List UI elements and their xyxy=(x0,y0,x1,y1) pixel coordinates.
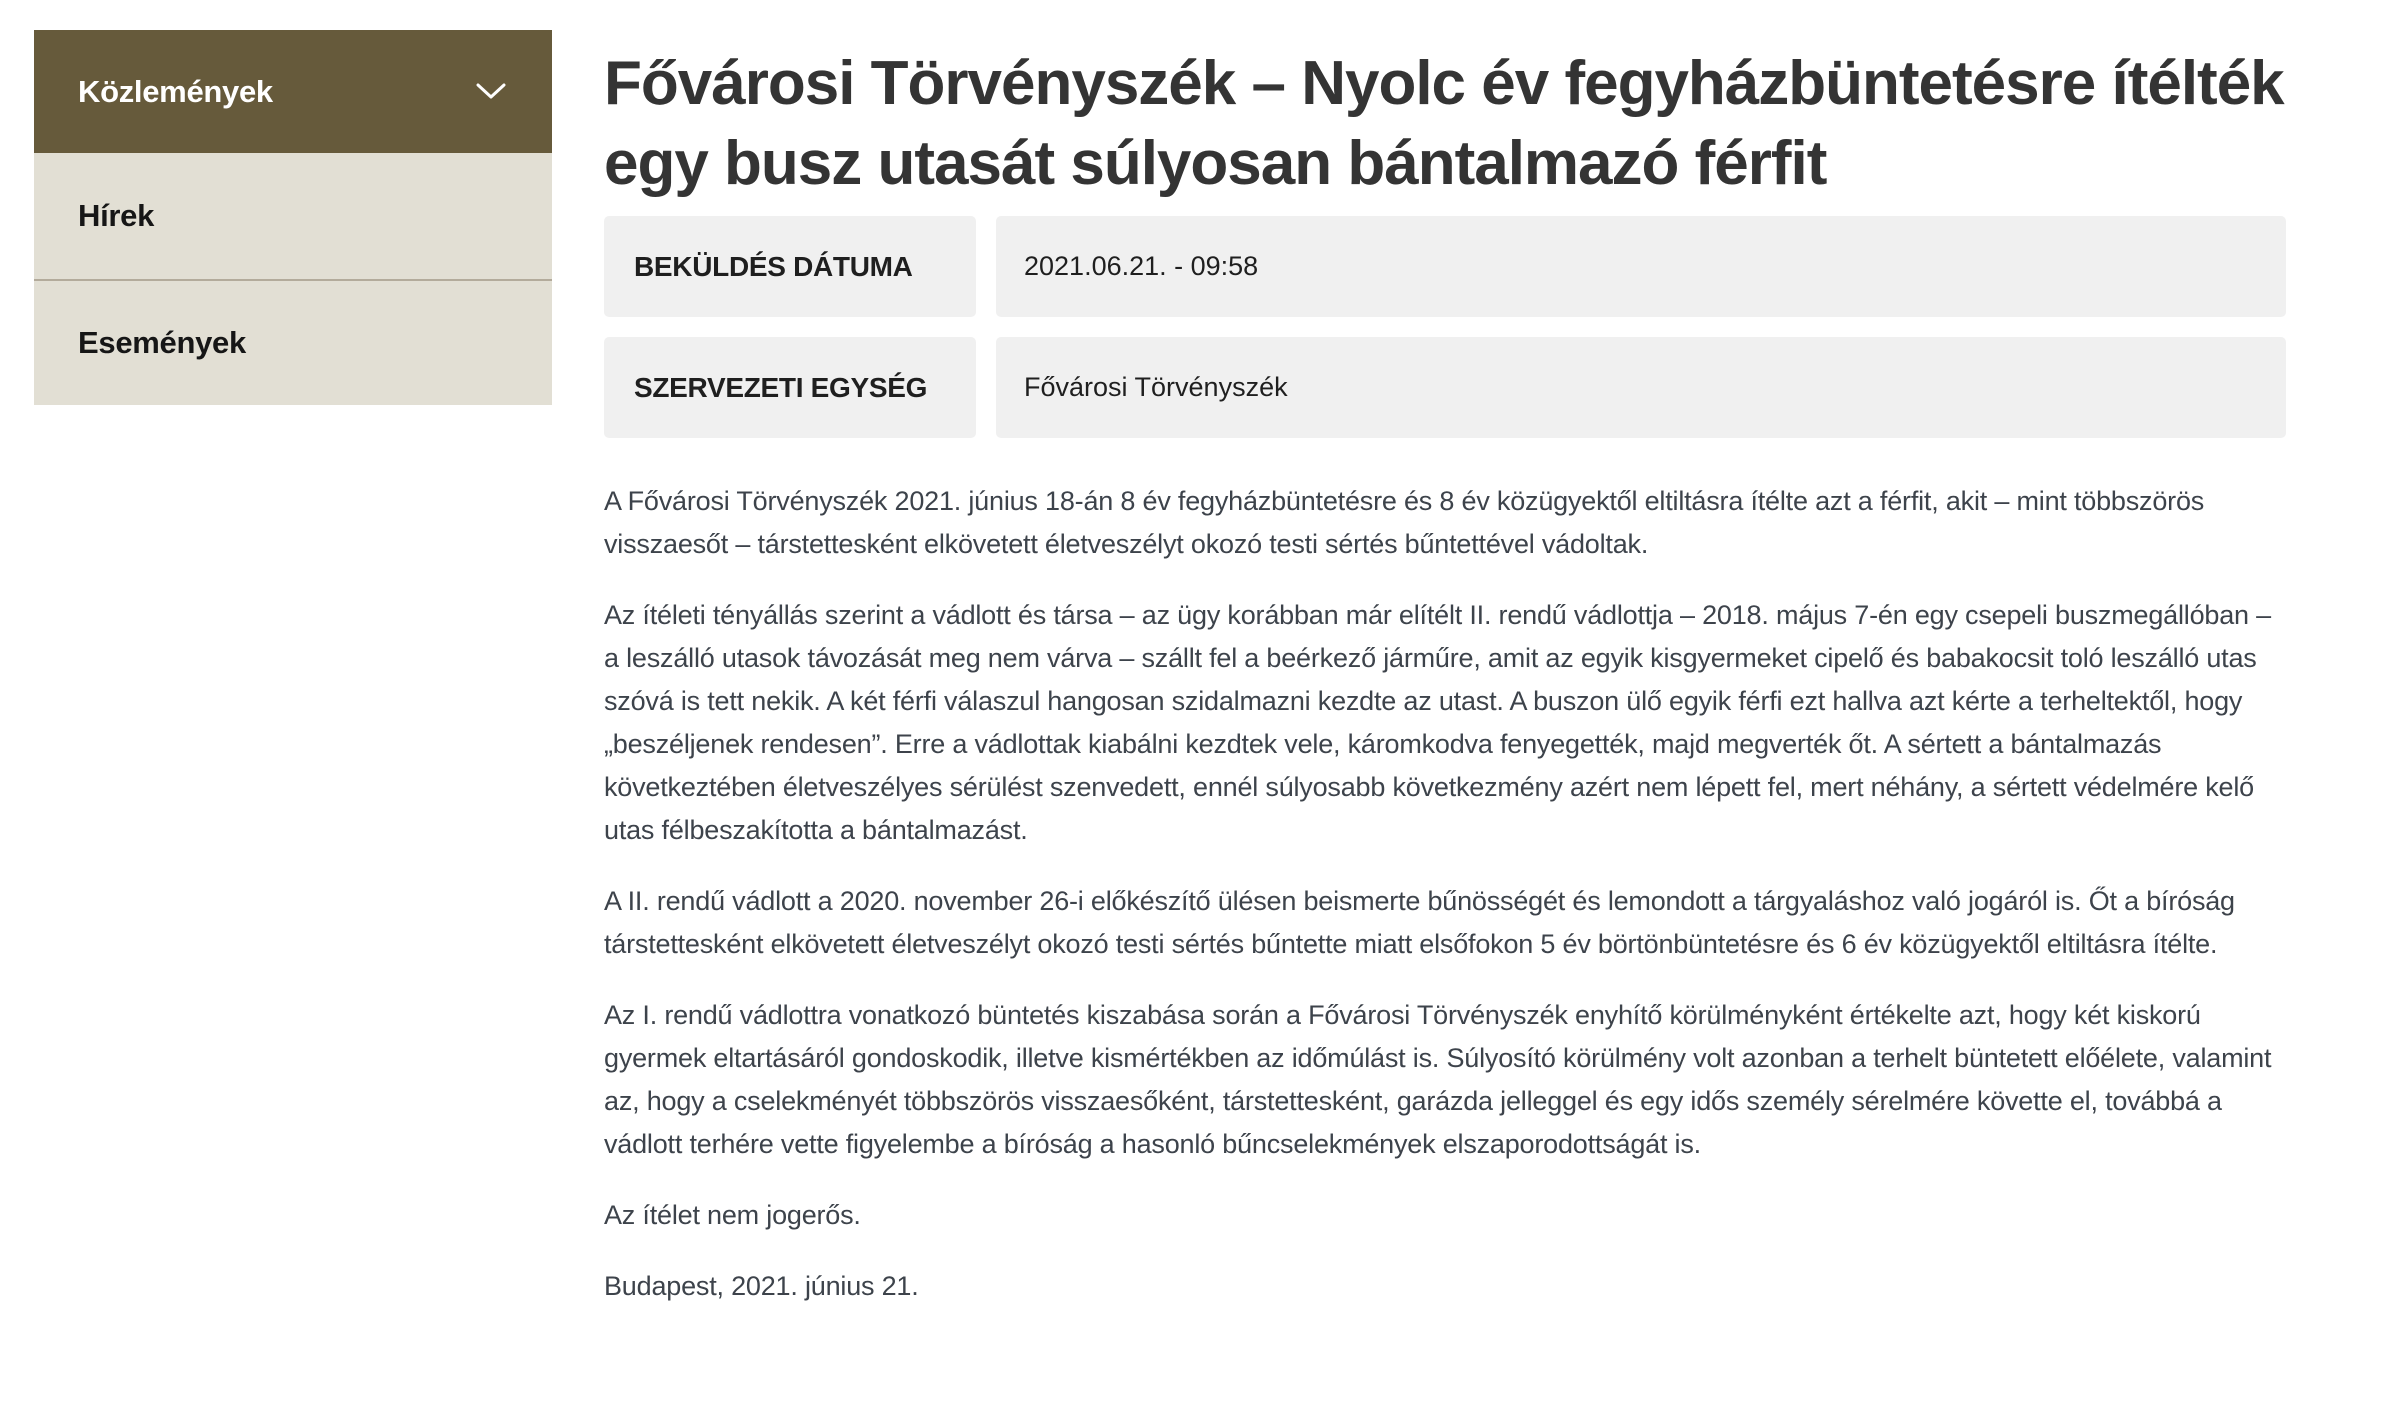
paragraph-3: A II. rendű vádlott a 2020. november 26-i előkészítő ülésen beismerte bűnösségét és lemondott a tárgyaláshoz való jogáról is. Őt a bíróság társtettesként elkövetett életveszélyt okozó testi sértés bűntette miatt elsőfokon 5 év börtönbüntetésre és 6 év közügyektől eltiltásra ítélte. xyxy=(604,886,2235,959)
sidebar-item-esemenyek[interactable] xyxy=(34,279,552,405)
sidebar xyxy=(34,30,552,405)
meta-label-submission-date: BEKÜLDÉS DÁTUMA xyxy=(604,216,976,317)
paragraph-dateline: Budapest, 2021. június 21. xyxy=(604,1271,919,1301)
article xyxy=(604,0,2286,1336)
paragraph-verdict-status: Az ítélet nem jogerős. xyxy=(604,1200,861,1230)
meta-value-submission-date: 2021.06.21. - 09:58 xyxy=(996,216,2286,317)
paragraph-2: Az ítéleti tényállás szerint a vádlott és társa – az ügy korábban már elítélt II. rendű vádlottja – 2018. május 7-én egy csepeli buszmegállóban – a leszálló utasok távozását meg nem várva – szállt fel a beérkező járműre, amit az egyik kisgyermeket cipelő és babakocsit toló leszálló utas szóvá is tett nekik. A két férfi válaszul hangosan szidalmazni kezdte az utast. A buszon ülő egyik férfi ezt hallva azt kérte a terheltektől, hogy „beszéljenek rendesen”. Erre a vádlottak kiabálni kezdtek vele, káromkodva fenyegették, majd megverték őt. A sértett a bántalmazás következtében életveszélyes sérülést szenvedett, ennél súlyosabb következmény azért nem lépett fel, mert néhány, a sértett védelmére kelő utas félbeszakította a bántalmazást. xyxy=(604,600,2271,845)
sidebar-item-hirek[interactable] xyxy=(34,153,552,279)
article-body xyxy=(604,480,2286,1308)
meta-value-organizational-unit: Fővárosi Törvényszék xyxy=(996,337,2286,438)
paragraph-4: Az I. rendű vádlottra vonatkozó büntetés kiszabása során a Fővárosi Törvényszék enyhítő körülményként értékelte azt, hogy két kiskorú gyermek eltartásáról gondoskodik, illetve kismértékben az időmúlást is. Súlyosító körülmény volt azonban a terhelt büntetett előélete, valamint az, hogy a cselekményét többszörös visszaesőként, társtettesként, garázda jelleggel és egy idős személy sérelmére követte el, továbbá a vádlott terhére vette figyelembe a bíróság a hasonló bűncselekmények elszaporodottságát is. xyxy=(604,1000,2272,1159)
meta-label-organizational-unit: SZERVEZETI EGYSÉG xyxy=(604,337,976,438)
sidebar-item-kozlemenyek[interactable] xyxy=(34,30,552,153)
sidebar-item-label: Események xyxy=(78,325,246,360)
page-title: Fővárosi Törvényszék – Nyolc év fegyházbüntetésre ítélték egy busz utasát súlyosan bántalmazó férfit xyxy=(604,49,2284,198)
sidebar-item-label: Hírek xyxy=(78,198,155,233)
meta-row-submission-date xyxy=(604,216,2286,317)
chevron-down-icon xyxy=(476,83,506,100)
paragraph-1: A Fővárosi Törvényszék 2021. június 18-án 8 év fegyházbüntetésre és 8 év közügyektől eltiltásra ítélte azt a férfit, akit – mint többszörös visszaesőt – társtettesként elkövetett életveszélyt okozó testi sértés bűntettével vádoltak. xyxy=(604,486,2205,559)
sidebar-item-label: Közlemények xyxy=(78,73,273,109)
meta-row-organizational-unit xyxy=(604,337,2286,438)
